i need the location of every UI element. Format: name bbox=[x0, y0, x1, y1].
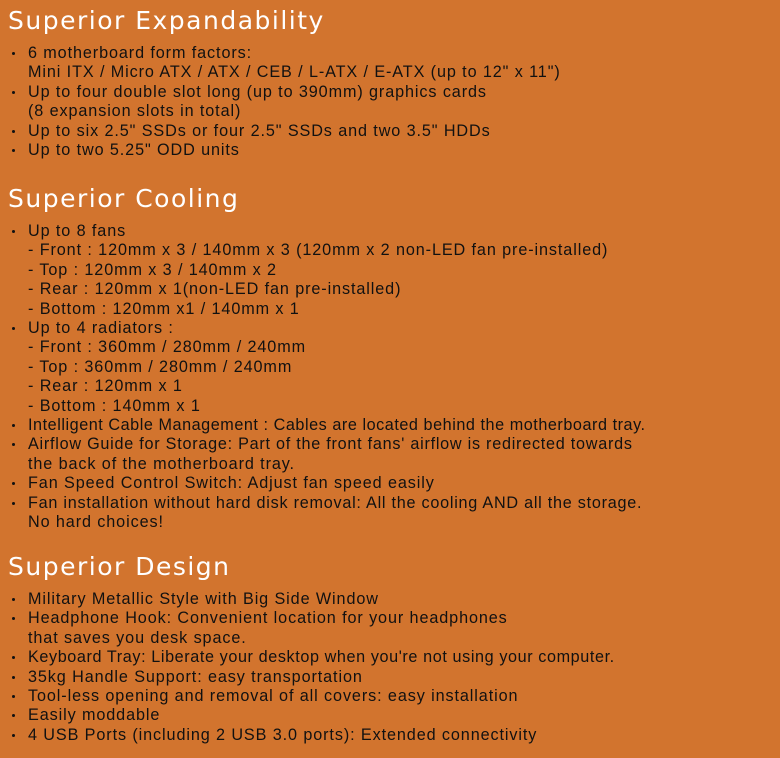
list-item bbox=[28, 474, 435, 493]
list-item bbox=[28, 687, 518, 706]
sub-item-text: - Bottom : 120mm x1 / 140mm x 1 bbox=[28, 299, 300, 318]
list-item bbox=[28, 609, 508, 628]
sub-item bbox=[28, 280, 401, 299]
list-item-text: Fan installation without hard disk removal: All the cooling AND all the storage. bbox=[28, 493, 643, 512]
bullet-icon bbox=[12, 656, 15, 659]
list-item-text: the back of the motherboard tray. bbox=[28, 454, 295, 473]
list-item-text: Airflow Guide for Storage: Part of the front fans' airflow is redirected towards bbox=[28, 435, 633, 454]
list-item-text: Military Metallic Style with Big Side Window bbox=[28, 590, 379, 608]
sub-item-text: - Top : 120mm x 3 / 140mm x 2 bbox=[28, 260, 277, 279]
sub-item-text: - Rear : 120mm x 1 bbox=[28, 377, 183, 396]
list-item-text: Up to four double slot long (up to 390mm) graphics cards bbox=[28, 82, 487, 101]
bullet-icon bbox=[12, 443, 15, 446]
list-item bbox=[28, 83, 487, 102]
list-item-continuation bbox=[28, 513, 164, 532]
list-item-text: Up to 4 radiators : bbox=[28, 319, 174, 337]
list-item-text: Tool-less opening and removal of all covers: easy installation bbox=[28, 687, 519, 705]
list-item-text: Easily moddable bbox=[28, 706, 161, 725]
sub-item-text: - Front : 120mm x 3 / 140mm x 3 (120mm x 2 non-LED fan pre-installed) bbox=[28, 241, 609, 260]
list-item-continuation bbox=[28, 63, 561, 82]
list-item-text: 6 motherboard form factors: bbox=[28, 44, 253, 62]
list-item-text: that saves you desk space. bbox=[28, 628, 247, 647]
list-item-text: (8 expansion slots in total) bbox=[28, 102, 242, 121]
list-item bbox=[28, 706, 160, 725]
bullet-icon bbox=[12, 130, 15, 133]
sub-item bbox=[28, 358, 292, 377]
bullet-icon bbox=[12, 502, 15, 505]
sub-item-text: - Front : 360mm / 280mm / 240mm bbox=[28, 338, 306, 357]
sub-item bbox=[28, 397, 201, 416]
bullet-icon bbox=[12, 149, 15, 152]
list-item-text: Keyboard Tray: Liberate your desktop when you're not using your computer. bbox=[28, 648, 615, 667]
bullet-icon bbox=[12, 734, 15, 737]
bullet-icon bbox=[12, 598, 15, 601]
list-item-text: Intelligent Cable Management : Cables are located behind the motherboard tray. bbox=[28, 416, 646, 434]
list-item-text: Up to two 5.25" ODD units bbox=[28, 141, 240, 159]
list-item bbox=[28, 122, 491, 141]
bullet-icon bbox=[12, 714, 15, 717]
list-item-continuation bbox=[28, 455, 295, 474]
list-item-text: 4 USB Ports (including 2 USB 3.0 ports): Extended connectivity bbox=[28, 725, 538, 744]
sub-item bbox=[28, 261, 277, 280]
list-item-text: Up to 8 fans bbox=[28, 222, 127, 240]
sub-item bbox=[28, 338, 306, 357]
list-item bbox=[28, 141, 240, 160]
list-item bbox=[28, 319, 174, 338]
bullet-icon bbox=[12, 230, 15, 233]
bullet-icon bbox=[12, 424, 15, 427]
cooling-heading: Superior Cooling bbox=[8, 184, 240, 213]
sub-item-text: - Rear : 120mm x 1(non-LED fan pre-installed) bbox=[28, 280, 402, 299]
sub-item bbox=[28, 377, 183, 396]
list-item bbox=[28, 648, 615, 667]
list-item bbox=[28, 44, 252, 63]
sub-item-text: - Top : 360mm / 280mm / 240mm bbox=[28, 357, 293, 376]
list-item-text: No hard choices! bbox=[28, 513, 164, 531]
list-item bbox=[28, 668, 363, 687]
sub-item bbox=[28, 241, 608, 260]
list-item bbox=[28, 435, 633, 454]
list-item-text: Up to six 2.5" SSDs or four 2.5" SSDs and two 3.5" HDDs bbox=[28, 121, 491, 140]
bullet-icon bbox=[12, 617, 15, 620]
bullet-icon bbox=[12, 695, 15, 698]
list-item-text: Mini ITX / Micro ATX / ATX / CEB / L-ATX / E-ATX (up to 12" x 11") bbox=[28, 63, 561, 82]
sub-item-text: - Bottom : 140mm x 1 bbox=[28, 396, 201, 415]
list-item-text: Fan Speed Control Switch: Adjust fan speed easily bbox=[28, 474, 435, 493]
list-item bbox=[28, 726, 537, 745]
design-heading: Superior Design bbox=[8, 552, 231, 581]
list-item bbox=[28, 494, 642, 513]
expandability-heading: Superior Expandability bbox=[8, 6, 325, 35]
bullet-icon bbox=[12, 676, 15, 679]
bullet-icon bbox=[12, 91, 15, 94]
list-item bbox=[28, 416, 646, 435]
list-item bbox=[28, 590, 379, 609]
list-item-text: Headphone Hook: Convenient location for your headphones bbox=[28, 609, 508, 628]
list-item bbox=[28, 222, 126, 241]
bullet-icon bbox=[12, 482, 15, 485]
list-item-continuation bbox=[28, 629, 247, 648]
bullet-icon bbox=[12, 52, 15, 55]
bullet-icon bbox=[12, 327, 15, 330]
list-item-continuation bbox=[28, 102, 241, 121]
list-item-text: 35kg Handle Support: easy transportation bbox=[28, 667, 363, 686]
sub-item bbox=[28, 300, 300, 319]
